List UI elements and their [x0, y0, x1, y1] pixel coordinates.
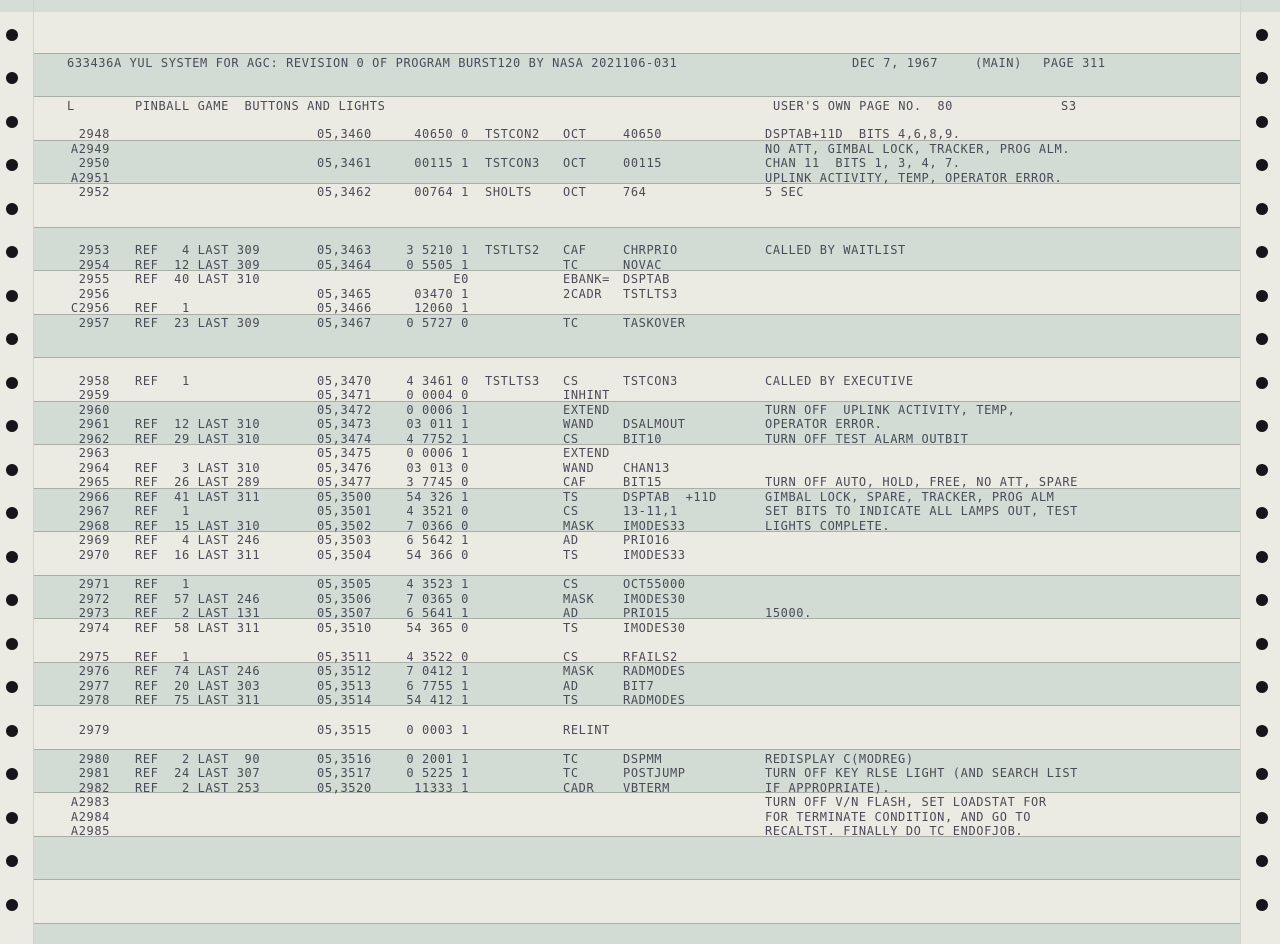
- cross-reference: REF 1: [135, 577, 190, 591]
- rule-line: [33, 749, 1241, 750]
- memory-address: 05,3472: [317, 403, 372, 417]
- line-number: A2951: [70, 171, 110, 185]
- cross-reference: REF 41 LAST 311: [135, 490, 261, 504]
- cross-reference: REF 4 LAST 246: [135, 533, 261, 547]
- operand: TSTLTS3: [623, 287, 678, 301]
- memory-address: 05,3505: [317, 577, 372, 591]
- memory-address: 05,3471: [317, 388, 372, 402]
- line-number: 2981: [78, 766, 110, 780]
- memory-address: 05,3507: [317, 606, 372, 620]
- line-number: 2967: [78, 504, 110, 518]
- opcode: 2CADR: [563, 287, 603, 301]
- cross-reference: REF 1: [135, 504, 190, 518]
- memory-address: 05,3503: [317, 533, 372, 547]
- cross-reference: REF 4 LAST 309: [135, 243, 261, 257]
- octal-code: 7 0365 0: [406, 592, 469, 606]
- operand: IMODES30: [623, 592, 686, 606]
- comment: OPERATOR ERROR.: [765, 417, 883, 431]
- feed-hole: [1256, 812, 1268, 824]
- cross-reference: REF 23 LAST 309: [135, 316, 261, 330]
- cross-reference: REF 2 LAST 131: [135, 606, 261, 620]
- paper-band: [33, 923, 1241, 944]
- memory-address: 05,3473: [317, 417, 372, 431]
- users-page-number: USER'S OWN PAGE NO. 80: [773, 99, 953, 113]
- line-number: 2948: [78, 127, 110, 141]
- line-number: 2961: [78, 417, 110, 431]
- opcode: INHINT: [563, 388, 610, 402]
- feed-hole: [6, 246, 18, 258]
- feed-hole: [6, 377, 18, 389]
- listing-date: DEC 7, 1967: [852, 56, 939, 70]
- memory-address: 05,3502: [317, 519, 372, 533]
- rule-line: [33, 923, 1241, 924]
- line-number: 2958: [78, 374, 110, 388]
- feed-hole: [6, 507, 18, 519]
- comment: NO ATT, GIMBAL LOCK, TRACKER, PROG ALM.: [765, 142, 1071, 156]
- opcode: CADR: [563, 781, 595, 795]
- log-section-title: PINBALL GAME BUTTONS AND LIGHTS: [135, 99, 386, 113]
- line-number: 2962: [78, 432, 110, 446]
- operand: IMODES33: [623, 548, 686, 562]
- feed-hole: [6, 855, 18, 867]
- opcode: EXTEND: [563, 403, 610, 417]
- octal-code: E0: [453, 272, 469, 286]
- memory-address: 05,3515: [317, 723, 372, 737]
- feed-hole: [1256, 855, 1268, 867]
- feed-hole: [1256, 377, 1268, 389]
- opcode: TC: [563, 766, 579, 780]
- comment: 5 SEC: [765, 185, 805, 199]
- line-number: A2985: [70, 824, 110, 838]
- feed-hole: [6, 203, 18, 215]
- comment: TURN OFF TEST ALARM OUTBIT: [765, 432, 969, 446]
- operand: CHAN13: [623, 461, 670, 475]
- cross-reference: REF 20 LAST 303: [135, 679, 261, 693]
- opcode: OCT: [563, 185, 587, 199]
- line-number: 2968: [78, 519, 110, 533]
- memory-address: 05,3461: [317, 156, 372, 170]
- cross-reference: REF 24 LAST 307: [135, 766, 261, 780]
- comment: SET BITS TO INDICATE ALL LAMPS OUT, TEST: [765, 504, 1078, 518]
- memory-address: 05,3517: [317, 766, 372, 780]
- line-number: A2949: [70, 142, 110, 156]
- octal-code: 54 366 0: [406, 548, 469, 562]
- comment: CHAN 11 BITS 1, 3, 4, 7.: [765, 156, 961, 170]
- symbol-label: TSTLTS2: [485, 243, 540, 257]
- operand: DSPMM: [623, 752, 663, 766]
- opcode: OCT: [563, 156, 587, 170]
- octal-code: 54 326 1: [406, 490, 469, 504]
- operand: BIT10: [623, 432, 663, 446]
- comment: LIGHTS COMPLETE.: [765, 519, 891, 533]
- comment: IF APPROPRIATE).: [765, 781, 891, 795]
- feed-hole: [1256, 594, 1268, 606]
- feed-hole: [6, 290, 18, 302]
- memory-address: 05,3465: [317, 287, 372, 301]
- symbol-label: TSTLTS3: [485, 374, 540, 388]
- operand: OCT55000: [623, 577, 686, 591]
- opcode: AD: [563, 679, 579, 693]
- memory-address: 05,3460: [317, 127, 372, 141]
- comment: TURN OFF KEY RLSE LIGHT (AND SEARCH LIST: [765, 766, 1078, 780]
- opcode: AD: [563, 606, 579, 620]
- cross-reference: REF 3 LAST 310: [135, 461, 261, 475]
- feed-hole: [6, 638, 18, 650]
- comment: TURN OFF UPLINK ACTIVITY, TEMP,: [765, 403, 1016, 417]
- comment: CALLED BY EXECUTIVE: [765, 374, 914, 388]
- octal-code: 40650 0: [414, 127, 469, 141]
- cross-reference: REF 74 LAST 246: [135, 664, 261, 678]
- feed-hole: [6, 899, 18, 911]
- octal-code: 0 5505 1: [406, 258, 469, 272]
- octal-code: 6 7755 1: [406, 679, 469, 693]
- memory-address: 05,3474: [317, 432, 372, 446]
- octal-code: 00764 1: [414, 185, 469, 199]
- feed-hole: [1256, 159, 1268, 171]
- rule-line: [33, 227, 1241, 228]
- memory-address: 05,3477: [317, 475, 372, 489]
- opcode: CAF: [563, 475, 587, 489]
- comment: REDISPLAY C(MODREG): [765, 752, 914, 766]
- octal-code: 11333 1: [414, 781, 469, 795]
- listing-section: (MAIN): [975, 56, 1022, 70]
- line-number: 2970: [78, 548, 110, 562]
- cross-reference: REF 12 LAST 309: [135, 258, 261, 272]
- line-number: A2983: [70, 795, 110, 809]
- line-number: 2953: [78, 243, 110, 257]
- operand: POSTJUMP: [623, 766, 686, 780]
- feed-hole: [1256, 116, 1268, 128]
- feed-hole: [6, 333, 18, 345]
- octal-code: 6 5641 1: [406, 606, 469, 620]
- opcode: TC: [563, 258, 579, 272]
- line-number: 2972: [78, 592, 110, 606]
- operand: TSTCON3: [623, 374, 678, 388]
- opcode: CS: [563, 432, 579, 446]
- opcode: WAND: [563, 417, 595, 431]
- listing-title: 633436A YUL SYSTEM FOR AGC: REVISION 0 OF PROGRAM BURST120 BY NASA 2021106-031: [67, 56, 678, 70]
- octal-code: 6 5642 1: [406, 533, 469, 547]
- feed-hole: [6, 551, 18, 563]
- rule-line: [33, 53, 1241, 54]
- opcode: CS: [563, 650, 579, 664]
- feed-hole: [1256, 768, 1268, 780]
- feed-hole: [1256, 681, 1268, 693]
- memory-address: 05,3467: [317, 316, 372, 330]
- memory-address: 05,3463: [317, 243, 372, 257]
- memory-address: 05,3514: [317, 693, 372, 707]
- rule-line: [33, 575, 1241, 576]
- line-number: 2973: [78, 606, 110, 620]
- memory-address: 05,3504: [317, 548, 372, 562]
- operand: RADMODES: [623, 693, 686, 707]
- opcode: EXTEND: [563, 446, 610, 460]
- operand: DSALMOUT: [623, 417, 686, 431]
- operand: RFAILS2: [623, 650, 678, 664]
- operand: BIT7: [623, 679, 655, 693]
- octal-code: 0 0003 1: [406, 723, 469, 737]
- octal-code: 0 5225 1: [406, 766, 469, 780]
- feed-hole: [6, 812, 18, 824]
- line-number: 2964: [78, 461, 110, 475]
- rule-line: [33, 401, 1241, 402]
- comment: 15000.: [765, 606, 812, 620]
- margin-line: [1240, 0, 1241, 944]
- feed-hole: [6, 725, 18, 737]
- feed-hole: [1256, 203, 1268, 215]
- operand: DSPTAB: [623, 272, 670, 286]
- cross-reference: REF 16 LAST 311: [135, 548, 261, 562]
- feed-hole: [6, 768, 18, 780]
- octal-code: 0 0004 0: [406, 388, 469, 402]
- octal-code: 03 011 1: [406, 417, 469, 431]
- feed-hole: [1256, 725, 1268, 737]
- memory-address: 05,3462: [317, 185, 372, 199]
- rule-line: [33, 314, 1241, 315]
- comment: DSPTAB+11D BITS 4,6,8,9.: [765, 127, 961, 141]
- feed-hole: [6, 594, 18, 606]
- octal-code: 00115 1: [414, 156, 469, 170]
- line-number: 2956: [78, 287, 110, 301]
- opcode: MASK: [563, 664, 595, 678]
- cross-reference: REF 29 LAST 310: [135, 432, 261, 446]
- comment: UPLINK ACTIVITY, TEMP, OPERATOR ERROR.: [765, 171, 1063, 185]
- comment: RECALTST. FINALLY DO TC ENDOFJOB.: [765, 824, 1024, 838]
- feed-hole: [6, 464, 18, 476]
- cross-reference: REF 1: [135, 650, 190, 664]
- octal-code: 4 3522 0: [406, 650, 469, 664]
- feed-hole: [1256, 29, 1268, 41]
- comment: CALLED BY WAITLIST: [765, 243, 906, 257]
- opcode: CAF: [563, 243, 587, 257]
- memory-address: 05,3470: [317, 374, 372, 388]
- memory-address: 05,3476: [317, 461, 372, 475]
- symbol-label: TSTCON3: [485, 156, 540, 170]
- feed-hole: [1256, 551, 1268, 563]
- operand: IMODES30: [623, 621, 686, 635]
- cross-reference: REF 2 LAST 253: [135, 781, 261, 795]
- operand: PRIO16: [623, 533, 670, 547]
- memory-address: 05,3506: [317, 592, 372, 606]
- octal-code: 4 3523 1: [406, 577, 469, 591]
- octal-code: 54 365 0: [406, 621, 469, 635]
- octal-code: 7 0366 0: [406, 519, 469, 533]
- operand: RADMODES: [623, 664, 686, 678]
- cross-reference: REF 2 LAST 90: [135, 752, 261, 766]
- cross-reference: REF 26 LAST 289: [135, 475, 261, 489]
- opcode: TC: [563, 316, 579, 330]
- comment: TURN OFF AUTO, HOLD, FREE, NO ATT, SPARE: [765, 475, 1078, 489]
- opcode: TS: [563, 621, 579, 635]
- opcode: CS: [563, 374, 579, 388]
- feed-hole: [6, 72, 18, 84]
- line-number: 2977: [78, 679, 110, 693]
- feed-hole: [1256, 72, 1268, 84]
- line-number: 2963: [78, 446, 110, 460]
- symbol-label: SHOLTS: [485, 185, 532, 199]
- line-number: 2957: [78, 316, 110, 330]
- operand: 00115: [623, 156, 663, 170]
- octal-code: 03470 1: [414, 287, 469, 301]
- memory-address: 05,3513: [317, 679, 372, 693]
- paper-band: [33, 836, 1241, 880]
- opcode: WAND: [563, 461, 595, 475]
- operand: 13-11,1: [623, 504, 678, 518]
- feed-hole: [1256, 420, 1268, 432]
- line-number: 2955: [78, 272, 110, 286]
- operand: 764: [623, 185, 647, 199]
- feed-hole: [1256, 899, 1268, 911]
- feed-hole: [6, 159, 18, 171]
- opcode: RELINT: [563, 723, 610, 737]
- line-number: 2974: [78, 621, 110, 635]
- feed-hole: [1256, 464, 1268, 476]
- opcode: CS: [563, 577, 579, 591]
- line-number: 2952: [78, 185, 110, 199]
- octal-code: 4 7752 1: [406, 432, 469, 446]
- top-paper-band: [0, 0, 1280, 12]
- memory-address: 05,3466: [317, 301, 372, 315]
- cross-reference: REF 1: [135, 301, 190, 315]
- cross-reference: REF 57 LAST 246: [135, 592, 261, 606]
- opcode: MASK: [563, 592, 595, 606]
- operand: DSPTAB +11D: [623, 490, 717, 504]
- feed-hole: [6, 116, 18, 128]
- line-number: 2954: [78, 258, 110, 272]
- line-number: 2975: [78, 650, 110, 664]
- rule-line: [33, 836, 1241, 837]
- octal-code: 12060 1: [414, 301, 469, 315]
- memory-address: 05,3520: [317, 781, 372, 795]
- operand: 40650: [623, 127, 663, 141]
- memory-address: 05,3501: [317, 504, 372, 518]
- line-number: 2950: [78, 156, 110, 170]
- octal-code: 4 3461 0: [406, 374, 469, 388]
- operand: VBTERM: [623, 781, 670, 795]
- feed-hole: [1256, 290, 1268, 302]
- opcode: MASK: [563, 519, 595, 533]
- octal-code: 54 412 1: [406, 693, 469, 707]
- margin-line: [33, 0, 34, 944]
- feed-hole: [6, 681, 18, 693]
- line-number: 2976: [78, 664, 110, 678]
- octal-code: 4 3521 0: [406, 504, 469, 518]
- comment: GIMBAL LOCK, SPARE, TRACKER, PROG ALM: [765, 490, 1055, 504]
- line-number: 2971: [78, 577, 110, 591]
- line-number: 2978: [78, 693, 110, 707]
- octal-code: 3 7745 0: [406, 475, 469, 489]
- feed-hole: [1256, 638, 1268, 650]
- rule-line: [33, 879, 1241, 880]
- line-number: 2965: [78, 475, 110, 489]
- page-number: PAGE 311: [1043, 56, 1106, 70]
- opcode: TS: [563, 693, 579, 707]
- memory-address: 05,3510: [317, 621, 372, 635]
- octal-code: 0 2001 1: [406, 752, 469, 766]
- operand: IMODES33: [623, 519, 686, 533]
- cross-reference: REF 1: [135, 374, 190, 388]
- memory-address: 05,3464: [317, 258, 372, 272]
- line-number: 2959: [78, 388, 110, 402]
- opcode: OCT: [563, 127, 587, 141]
- feed-hole: [6, 420, 18, 432]
- line-number: 2966: [78, 490, 110, 504]
- feed-hole: [1256, 507, 1268, 519]
- opcode: CS: [563, 504, 579, 518]
- opcode: TC: [563, 752, 579, 766]
- operand: TASKOVER: [623, 316, 686, 330]
- line-number: 2979: [78, 723, 110, 737]
- opcode: EBANK=: [563, 272, 610, 286]
- octal-code: 3 5210 1: [406, 243, 469, 257]
- subheader-marker: L: [67, 99, 75, 113]
- octal-code: 0 0006 1: [406, 403, 469, 417]
- line-number: 2960: [78, 403, 110, 417]
- opcode: TS: [563, 548, 579, 562]
- octal-code: 7 0412 1: [406, 664, 469, 678]
- line-number: 2969: [78, 533, 110, 547]
- feed-hole: [6, 29, 18, 41]
- line-number: C2956: [70, 301, 110, 315]
- symbol-label: TSTCON2: [485, 127, 540, 141]
- cross-reference: REF 75 LAST 311: [135, 693, 261, 707]
- memory-address: 05,3512: [317, 664, 372, 678]
- octal-code: 03 013 0: [406, 461, 469, 475]
- opcode: AD: [563, 533, 579, 547]
- opcode: TS: [563, 490, 579, 504]
- cross-reference: REF 12 LAST 310: [135, 417, 261, 431]
- line-number: A2984: [70, 810, 110, 824]
- cross-reference: REF 15 LAST 310: [135, 519, 261, 533]
- memory-address: 05,3500: [317, 490, 372, 504]
- memory-address: 05,3475: [317, 446, 372, 460]
- rule-line: [33, 96, 1241, 97]
- operand: CHRPRIO: [623, 243, 678, 257]
- memory-address: 05,3511: [317, 650, 372, 664]
- line-number: 2980: [78, 752, 110, 766]
- cross-reference: REF 58 LAST 311: [135, 621, 261, 635]
- cross-reference: REF 40 LAST 310: [135, 272, 261, 286]
- feed-hole: [1256, 246, 1268, 258]
- section-code: S3: [1061, 99, 1077, 113]
- comment: TURN OFF V/N FLASH, SET LOADSTAT FOR: [765, 795, 1047, 809]
- operand: PRIO15: [623, 606, 670, 620]
- operand: BIT15: [623, 475, 663, 489]
- operand: NOVAC: [623, 258, 663, 272]
- feed-hole: [1256, 333, 1268, 345]
- memory-address: 05,3516: [317, 752, 372, 766]
- octal-code: 0 0006 1: [406, 446, 469, 460]
- comment: FOR TERMINATE CONDITION, AND GO TO: [765, 810, 1032, 824]
- line-number: 2982: [78, 781, 110, 795]
- rule-line: [33, 357, 1241, 358]
- octal-code: 0 5727 0: [406, 316, 469, 330]
